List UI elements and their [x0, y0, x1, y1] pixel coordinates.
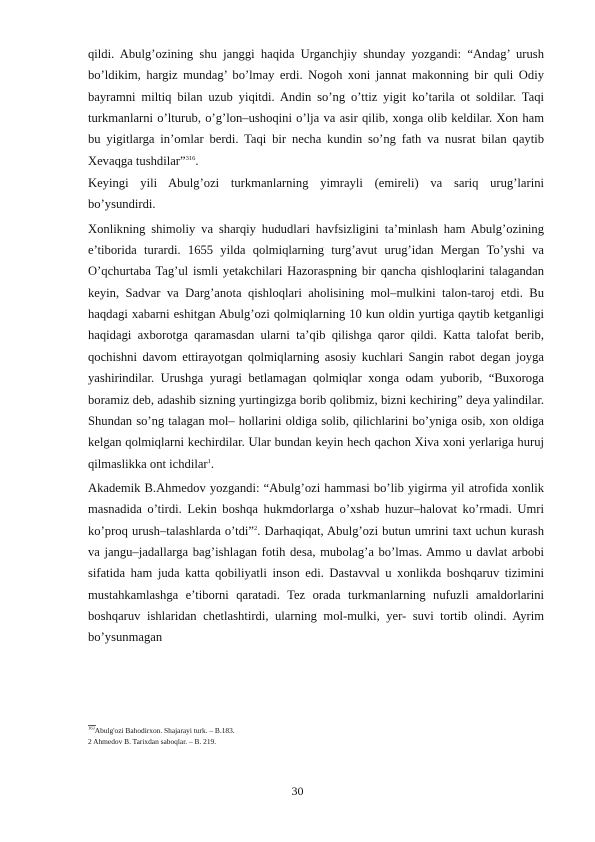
footnote-1: $^{163}$Abulg'ozi Bahodirxon. Shajarayi turk. – B.183.: [88, 725, 235, 735]
paragraph-4: Akademik B.Ahmedov yozgandi: “Abulg’ozi hammasi bo’lib yigirma yil atrofida xonlik masnadida o’tirdi. Lekin boshqa hukmdorlarga o’xshab huzur–halovat ko’rmadi. Umri ko’proq urush–talashlarda o’tdi”$^2$. Darhaqiqat, Abulg’ozi butun umrini taxt uchun kurash va jangu–jadallarga bag’ishlagan fotih desa, mubolag’a bo’lmas. Ammo u davlat arbobi sifatida ham juda katta qobiliyatli inson edi. Dastavval u xonlikda boshqaruv tizimini mustahkamlashga e’tiborni qaratadi. Tez orada turkmanlarning nufuzli amaldorlarini boshqaruv ishlaridan chetlashtirdi, ularning mol-mulki, yer- suvi tortib olindi. Ayrim bo’ysunmagan: [88, 480, 544, 645]
paragraph-3: Xonlikning shimoliy va sharqiy hududlari havfsizligini ta’minlash ham Abulg’ozining e’tiborida turardi. 1655 yilda qolmiqlarning turg’avut urug’idan Mergan To’yshi va O’qchurtaba Tag’ul ismli yetakchilari Hazoraspning bir qancha qishloqlarini talagandan keyin, Sadvar va Darg’anota qishloqlari aholisining mol–mulkini talon-taroj etdi. Bu haqdagi xabarni eshitgan Abulg’ozi qolmiqlarning 10 kun oldin yurtiga qaytib ketganligi haqidagi axborotga qaramasdan ularni ta’qib qilishga qaror qildi. Katta talofat berib, qochishni davom ettirayotgan qolmiqlarning asosiy kuchlari Sangin rabot degan joyga yashirindilar. Urushga yuragi betlamagan qolmiqlar xonga odam yuborib, “Buxoroga boramiz deb, adashib sizning yurtingizga borib qolibmiz, bizni kechiring” deya yalindilar. Shundan so’ng talagan mol– hollarini oldiga solib, qilichlarini bo’yniga osib, xon oldiga kelgan qolmiqlarni kechirdilar. Ular bundan keyin hech qachon Xiva xoni yerlariga huruj qilmaslikka ont ichdilar$^1$.: [88, 221, 544, 471]
footnotes: [88, 726, 544, 747]
paragraph-2: Keyingi yili Abulg’ozi turkmanlarning yimrayli (emireli) va sariq urug’larini bo’ysundirdi.: [88, 176, 544, 212]
footnote-ref: 316: [185, 154, 196, 162]
footnote-2: 2 Ahmedov B. Tarixdan saboqlar. – B. 219.: [88, 736, 217, 746]
footnote-ref: 2: [254, 524, 258, 532]
body-text: [88, 44, 544, 649]
footnote-ref: 1: [207, 457, 211, 465]
page-number: 30: [291, 784, 304, 798]
paragraph-1: qildi. Abulg’ozining shu janggi haqida Urganchjiy shunday yozgandi: “Andag’ urush bo’ldikim, hargiz mundag’ bo’lmay erdi. Nogoh xoni jannat makonning bir quli Odiy bayramni miltiq bilan uzub yiqitdi. Andin so’ng o’ttiz yigit ko’tarila ot soldilar. Taqi turkmanlarni o’lturub, o’g’lon–ushoqini o’lja va asir qilib, xonga olib keldilar. Xon ham bu yigitlarga in’omlar berdi. Taqi bir necha kundin so’ng fath va nusrat bilan qaytib Xevaqga tushdilar”$^{316}$.: [88, 47, 544, 168]
